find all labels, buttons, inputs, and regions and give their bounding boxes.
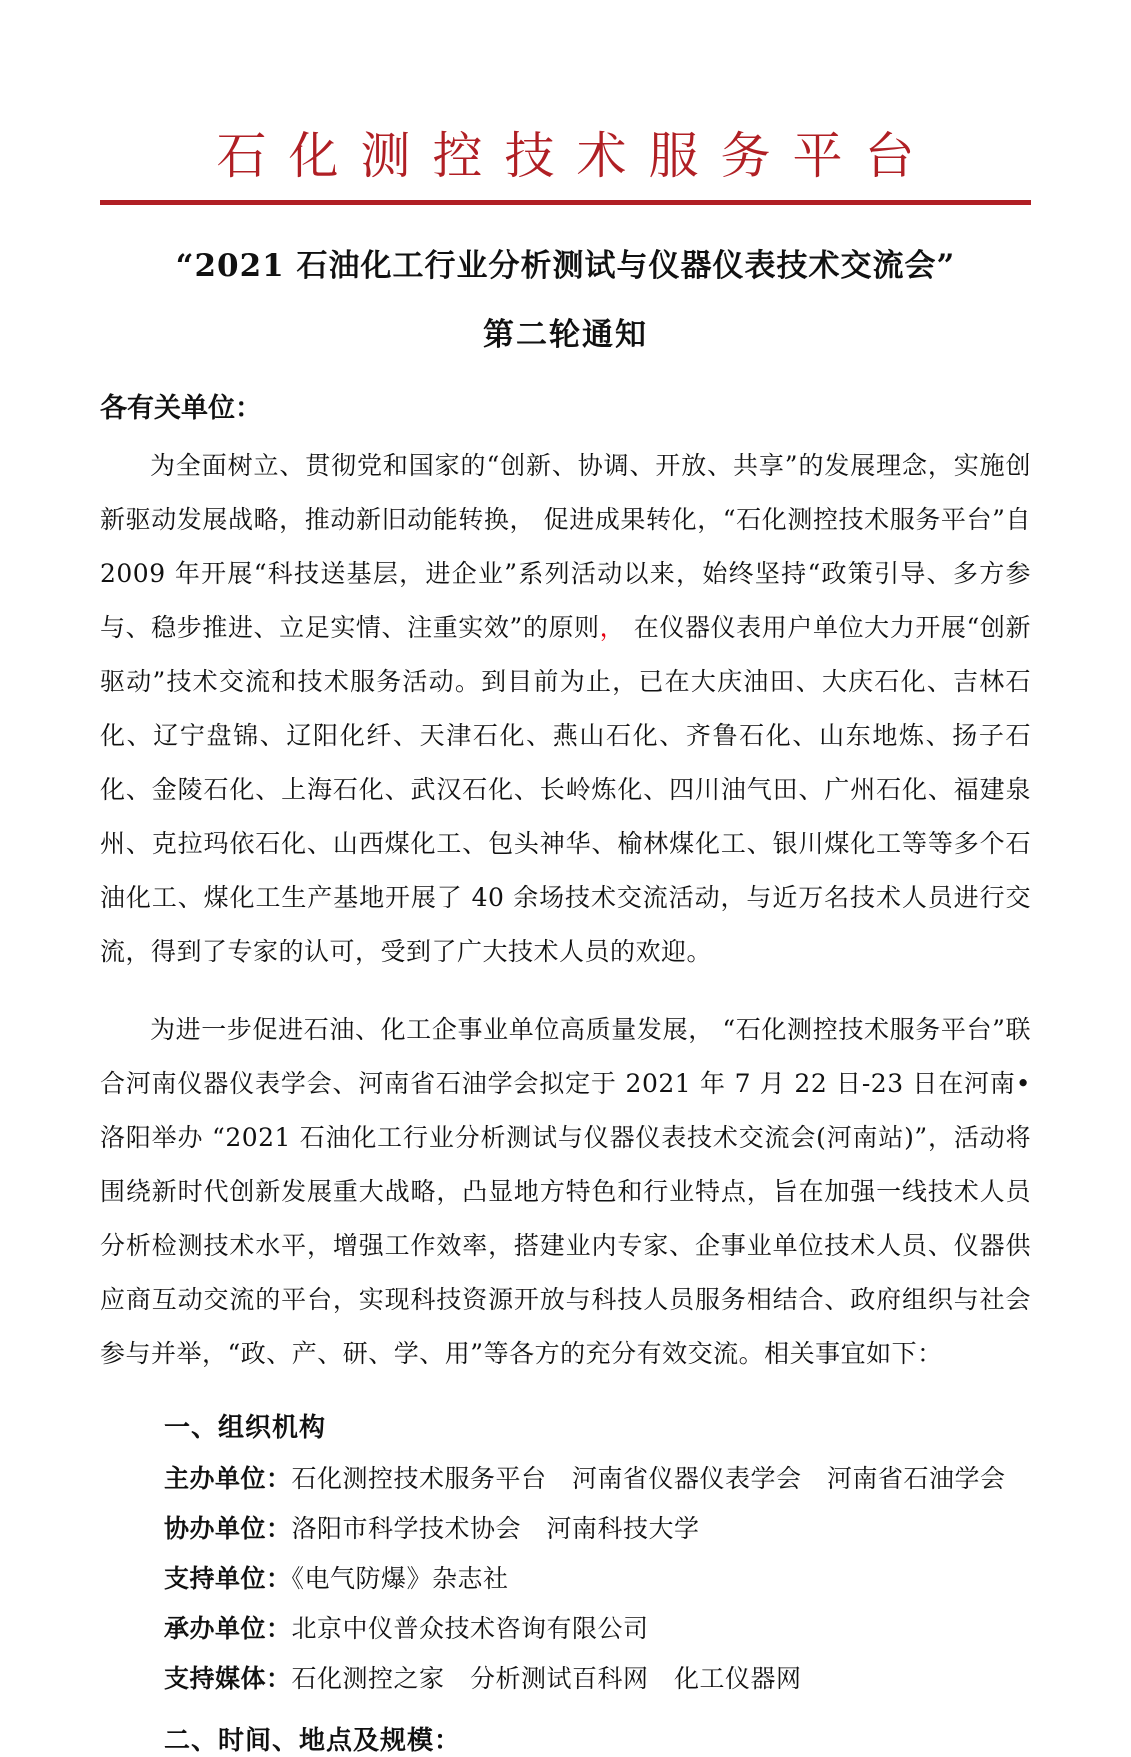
org-value-supporting-media: 石化测控之家 分析测试百科网 化工仪器网	[291, 1664, 802, 1694]
org-label-supporting-media: 支持媒体：	[164, 1664, 292, 1694]
org-row-supporting-unit	[164, 1564, 1031, 1594]
org-row-host	[164, 1464, 1031, 1494]
org-label-host: 主办单位：	[164, 1464, 292, 1494]
org-row-undertaker	[164, 1614, 1031, 1644]
masthead-rule	[100, 200, 1031, 205]
section-heading-time-place-scale: 二、时间、地点及规模：	[164, 1726, 462, 1757]
section-heading-organization: 一、组织机构	[164, 1413, 327, 1444]
paragraph-2: 为进一步促进石油、化工企事业单位高质量发展， “石化测控技术服务平台”联合河南仪器仪表学会、河南省石油学会拟定于 2021 年 7 月 22 日-23 日在河南•洛阳举办 “2021 石油化工行业分析测试与仪器仪表技术交流会(河南站)”，活动将围绕新时代创新发展重大战略，凸显地方特色和行业特点，旨在加强一线技术人员分析检测技术水平，增强工作效率，搭建业内专家、企事业单位技术人员、仪器供应商互动交流的平台，实现科技资源开放与科技人员服务相结合、政府组织与社会参与并举，“政、产、研、学、用”等各方的充分有效交流。相关事宜如下：	[100, 1015, 1031, 1369]
org-row-coorganizer	[164, 1514, 1031, 1544]
org-value-host: 石化测控技术服务平台 河南省仪器仪表学会 河南省石油学会	[291, 1464, 1006, 1494]
paragraph-1	[100, 439, 1031, 979]
salutation: 各有关单位：	[100, 393, 262, 425]
org-label-undertaker: 承办单位：	[164, 1614, 292, 1644]
masthead-title: 石化测控技术服务平台	[216, 127, 937, 185]
paragraph-1-part-2: 在仪器仪表用户单位大力开展“创新驱动”技术交流和技术服务活动。到目前为止，已在大庆油田、大庆石化、吉林石化、辽宁盘锦、辽阳化纤、天津石化、燕山石化、齐鲁石化、山东地炼、扬子石化、金陵石化、上海石化、武汉石化、长岭炼化、四川油气田、广州石化、福建泉州、克拉玛依石化、山西煤化工、包头神华、榆林煤化工、银川煤化工等等多个石油化工、煤化工生产基地开展了 40 余场技术交流活动，与近万名技术人员进行交流，得到了专家的认可，受到了广大技术人员的欢迎。	[100, 613, 1031, 967]
org-value-undertaker: 北京中仪普众技术咨询有限公司	[291, 1614, 649, 1644]
document-title: “2021 石油化工行业分析测试与仪器仪表技术交流会”	[175, 247, 956, 284]
org-label-supporting-unit: 支持单位：	[164, 1564, 292, 1594]
org-value-supporting-unit: 《电气防爆》杂志社	[291, 1564, 509, 1594]
paragraph-1-red-comma: ，	[599, 613, 626, 643]
org-value-coorganizer: 洛阳市科学技术协会 河南科技大学	[291, 1514, 700, 1544]
paragraph-1-part-1: 为全面树立、贯彻党和国家的“创新、协调、开放、共享”的发展理念，实施创新驱动发展战略，推动新旧动能转换， 促进成果转化，“石化测控技术服务平台”自 2009 年开展“科技送基层，进企业”系列活动以来，始终坚持“政策引导、多方参与、稳步推进、立足实情、注重实效”的原则	[100, 451, 1031, 643]
org-row-supporting-media	[164, 1664, 1031, 1694]
document-subtitle: 第二轮通知	[483, 317, 648, 354]
org-label-coorganizer: 协办单位：	[164, 1514, 292, 1544]
